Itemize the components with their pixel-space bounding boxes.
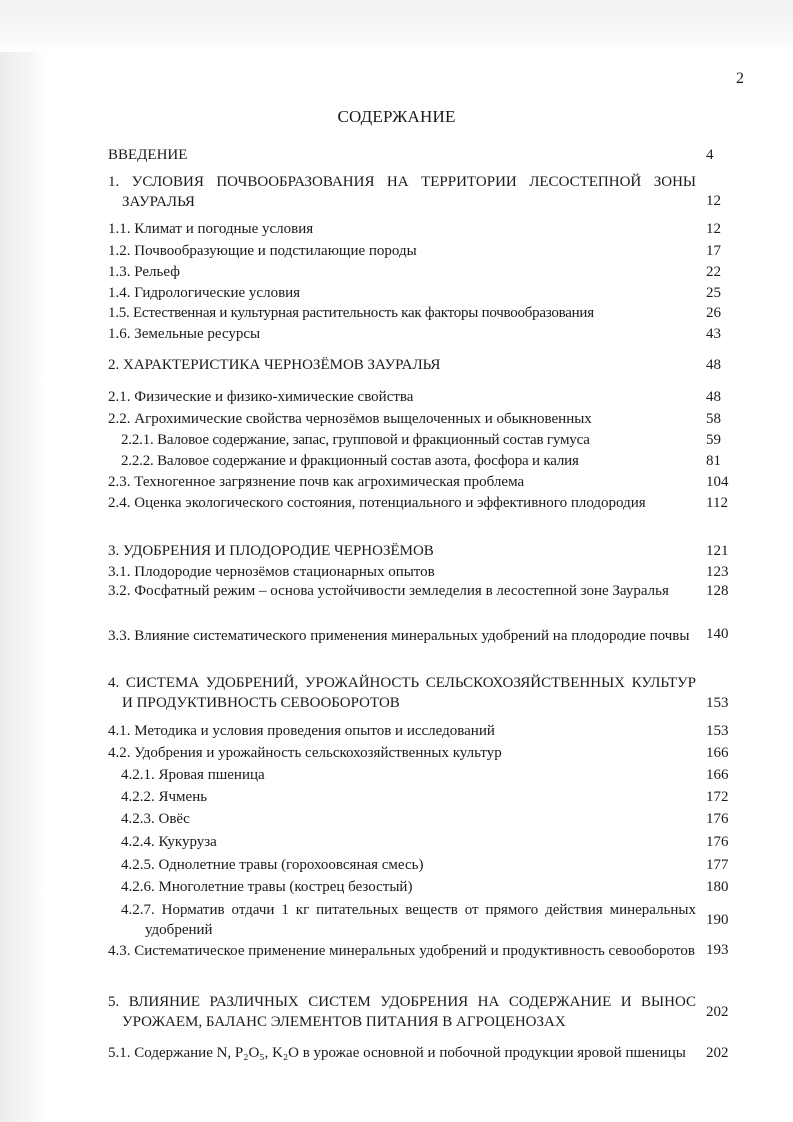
toc-entry xyxy=(108,283,738,303)
toc-entry-page: 180 xyxy=(706,879,729,895)
toc-entry-text: 4.2.6. Многолетние травы (кострец безостый) xyxy=(121,879,413,895)
toc-entry xyxy=(108,324,738,344)
toc-entry-text: 5.1. Содержание N, P₂O₅, K₂O в урожае основной и побочной продукции яровой пшеницы xyxy=(108,1045,686,1061)
toc-entry xyxy=(108,1043,738,1063)
toc-entry-text: 4. СИСТЕМА УДОБРЕНИЙ, УРОЖАЙНОСТЬ СЕЛЬСКОХОЗЯЙСТВЕННЫХ КУЛЬТУР И ПРОДУКТИВНОСТЬ СЕВООБОРОТОВ xyxy=(108,675,696,711)
toc-entry-text: 4.2. Удобрения и урожайность сельскохозяйственных культур xyxy=(108,745,502,761)
toc-entry-text: 4.2.3. Овёс xyxy=(121,811,190,827)
toc-entry xyxy=(121,832,738,852)
toc-entry-page: 128 xyxy=(706,583,729,599)
toc-entry-page: 176 xyxy=(706,834,729,850)
toc-entry-text: ВВЕДЕНИЕ xyxy=(108,147,188,163)
toc-entry-text: 2.2.1. Валовое содержание, запас, групповой и фракционный состав гумуса xyxy=(121,432,590,448)
toc-entry-page: 17 xyxy=(706,243,721,259)
toc-entry-page: 140 xyxy=(706,626,729,642)
toc-entry-text: 4.3. Систематическое применение минеральных удобрений и продуктивность севооборотов xyxy=(108,942,695,959)
toc-entry-text: 4.1. Методика и условия проведения опытов и исследований xyxy=(108,723,495,739)
toc-entry-text: 1.3. Рельеф xyxy=(108,264,180,280)
toc-entry-page: 25 xyxy=(706,285,721,301)
toc-entry-text: 3.2. Фосфатный режим – основа устойчивости земледелия в лесостепной зоне Зауралья xyxy=(108,583,669,599)
toc-entry-text: 1.6. Земельные ресурсы xyxy=(108,326,261,342)
toc-entry-page: 81 xyxy=(706,453,721,469)
toc-entry xyxy=(108,355,738,375)
toc-entry-page: 193 xyxy=(706,942,729,958)
toc-entry xyxy=(121,855,738,875)
toc-entry-text: 1.2. Почвообразующие и подстилающие породы xyxy=(108,243,417,259)
toc-entry-text: 4.2.7. Норматив отдачи 1 кг питательных веществ от прямого действия минеральных удобрений xyxy=(121,902,696,938)
scan-top-shadow xyxy=(0,0,793,52)
toc-entry-page: 48 xyxy=(706,357,721,373)
toc-entry-page: 104 xyxy=(706,474,729,490)
toc-entry-page: 172 xyxy=(706,789,729,805)
toc-entry xyxy=(108,673,738,713)
toc-entry xyxy=(121,877,738,897)
toc-entry xyxy=(108,241,738,261)
toc-entry-text: 3.1. Плодородие чернозёмов стационарных опытов xyxy=(108,564,435,580)
toc-entry-page: 59 xyxy=(706,432,721,448)
toc-entry-text: 2.1. Физические и физико-химические свойства xyxy=(108,389,414,405)
toc-entry-text: 2.2.2. Валовое содержание и фракционный состав азота, фосфора и калия xyxy=(121,453,579,469)
toc-entry xyxy=(108,303,738,323)
toc-entry-page: 22 xyxy=(706,264,721,280)
toc-entry xyxy=(108,743,738,763)
toc-entry-page: 12 xyxy=(706,193,721,209)
toc-entry-text: 1.1. Климат и погодные условия xyxy=(108,221,314,237)
toc-entry-page: 202 xyxy=(706,1004,729,1020)
toc-entry xyxy=(108,940,738,961)
page-title: СОДЕРЖАНИЕ xyxy=(337,107,456,126)
toc-entry xyxy=(108,219,738,239)
toc-entry-text: 2.2. Агрохимические свойства чернозёмов выщелоченных и обыкновенных xyxy=(108,411,592,427)
toc-entry-page: 43 xyxy=(706,326,721,342)
toc-entry xyxy=(121,900,738,940)
toc-entry-text: 1. УСЛОВИЯ ПОЧВООБРАЗОВАНИЯ НА ТЕРРИТОРИИ ЛЕСОСТЕПНОЙ ЗОНЫ ЗАУРАЛЬЯ xyxy=(108,174,696,210)
toc-entry-page: 112 xyxy=(706,495,728,511)
toc-entry-text: 4.2.4. Кукуруза xyxy=(121,834,217,850)
toc-entry xyxy=(108,172,738,212)
toc-entry xyxy=(121,765,738,785)
toc-entry xyxy=(108,721,738,741)
toc-entry-text: 2.4. Оценка экологического состояния, потенциального и эффективного плодородия xyxy=(108,495,646,511)
toc-entry-text: 2. ХАРАКТЕРИСТИКА ЧЕРНОЗЁМОВ ЗАУРАЛЬЯ xyxy=(108,357,441,373)
toc-entry xyxy=(108,262,738,282)
toc-entry-page: 177 xyxy=(706,857,729,873)
toc-entry xyxy=(108,992,738,1032)
page-number: 2 xyxy=(736,70,744,87)
toc-entry-text: 1.4. Гидрологические условия xyxy=(108,285,301,301)
toc-entry-page: 48 xyxy=(706,389,721,405)
toc-entry xyxy=(108,472,738,492)
toc-entry-text: 3.3. Влияние систематического применения минеральных удобрений на плодородие почвы xyxy=(108,628,690,644)
toc-entry-page: 176 xyxy=(706,811,729,827)
toc-entry-text: 4.2.2. Ячмень xyxy=(121,789,208,805)
toc-entry xyxy=(121,809,738,829)
toc-entry-page: 123 xyxy=(706,564,729,580)
toc-entry xyxy=(108,562,738,582)
toc-entry-page: 26 xyxy=(706,305,721,321)
toc-entry xyxy=(121,787,738,807)
toc-entry-text: 4.2.1. Яровая пшеница xyxy=(121,767,265,783)
toc-entry-text: 4.2.5. Однолетние травы (горохоовсяная смесь) xyxy=(121,857,424,873)
toc-entry xyxy=(108,409,738,429)
toc-entry-page: 190 xyxy=(706,912,729,928)
toc-entry xyxy=(108,387,738,407)
toc-entry-page: 121 xyxy=(706,543,729,559)
toc-entry-page: 202 xyxy=(706,1045,729,1061)
toc-entry-page: 4 xyxy=(706,147,714,163)
scan-edge-shadow xyxy=(0,0,44,1122)
toc-entry xyxy=(108,145,738,165)
toc-entry-page: 166 xyxy=(706,745,729,761)
toc-entry-text: 3. УДОБРЕНИЯ И ПЛОДОРОДИЕ ЧЕРНОЗЁМОВ xyxy=(108,543,434,559)
toc-entry-page: 58 xyxy=(706,411,721,427)
toc-entry xyxy=(108,493,738,513)
toc-entry xyxy=(108,624,738,648)
toc-entry-page: 153 xyxy=(706,695,729,711)
toc-entry-page: 166 xyxy=(706,767,729,783)
toc-entry xyxy=(108,541,738,561)
toc-entry-page: 12 xyxy=(706,221,721,237)
toc-entry-text: 2.3. Техногенное загрязнение почв как агрохимическая проблема xyxy=(108,474,525,490)
toc-entry-text: 5. ВЛИЯНИЕ РАЗЛИЧНЫХ СИСТЕМ УДОБРЕНИЯ НА СОДЕРЖАНИЕ И ВЫНОС УРОЖАЕМ, БАЛАНС ЭЛЕМЕНТОВ ПИТАНИЯ В АГРОЦЕНОЗАХ xyxy=(108,994,696,1030)
toc-entry-text: 1.5. Естественная и культурная растительность как факторы почвообразования xyxy=(108,305,594,321)
toc-entry-page: 153 xyxy=(706,723,729,739)
toc-entry xyxy=(108,581,738,601)
toc-entry xyxy=(121,451,738,471)
toc-entry xyxy=(121,430,738,450)
